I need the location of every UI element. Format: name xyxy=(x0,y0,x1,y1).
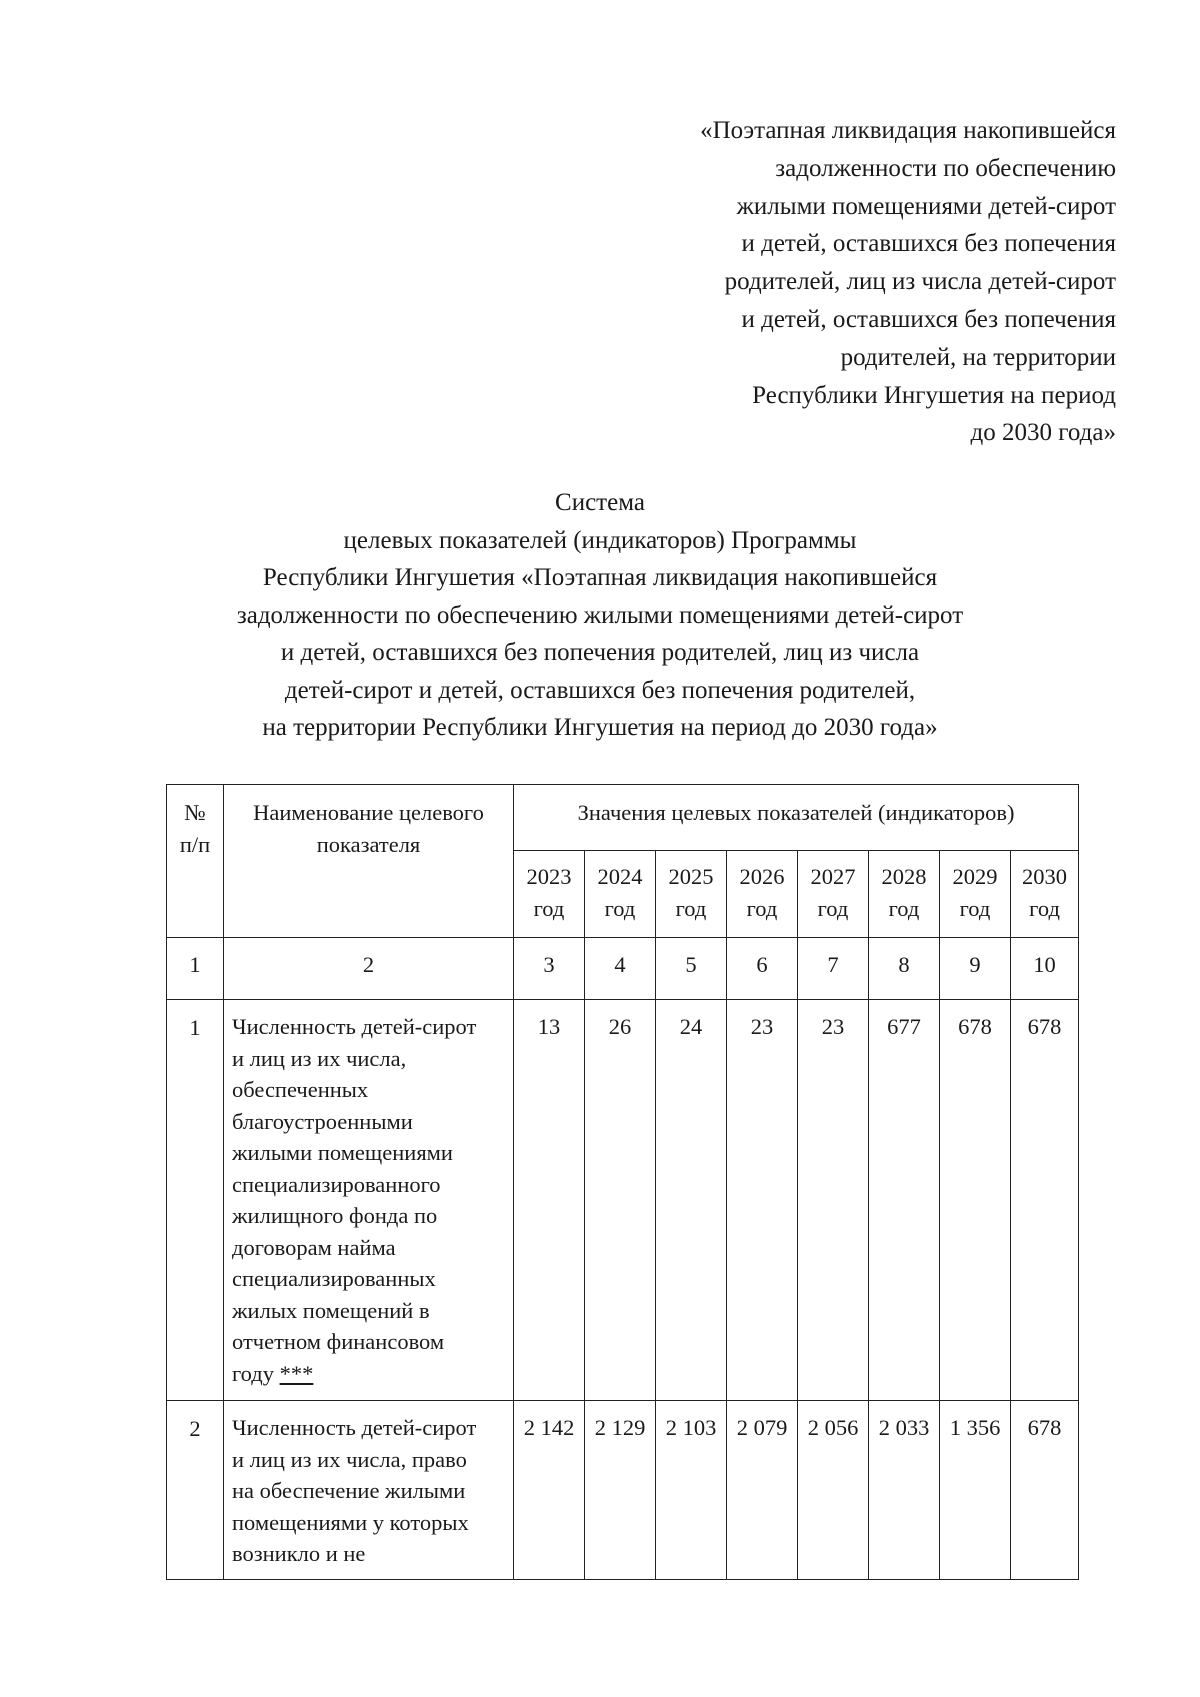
year-unit: год xyxy=(746,895,778,921)
indicator-value: 2 129 xyxy=(585,1401,656,1580)
epigraph-line: жилыми помещениями детей-сирот xyxy=(736,192,1116,220)
indicator-name-line: помещениями у которых xyxy=(232,1509,469,1535)
footnote-link[interactable]: *** xyxy=(279,1360,314,1386)
year-value: 2028 xyxy=(881,864,927,889)
program-title-epigraph xyxy=(596,112,1116,452)
heading-line: на территории Республики Ингушетия на период до 2030 года» xyxy=(262,714,938,741)
epigraph-line: Республики Ингушетия на период xyxy=(752,381,1116,409)
table-row xyxy=(167,1401,1079,1580)
year-unit: год xyxy=(817,895,849,921)
header-year xyxy=(869,851,940,938)
year-value: 2030 xyxy=(1022,864,1068,889)
indicator-value: 26 xyxy=(585,1000,656,1401)
column-index: 3 xyxy=(514,938,585,1000)
heading-line: целевых показателей (индикаторов) Программы xyxy=(343,526,857,554)
indicator-value: 2 142 xyxy=(514,1401,585,1580)
epigraph-line: и детей, оставшихся без попечения xyxy=(741,230,1116,258)
header-year xyxy=(798,851,869,938)
header-number-line: № xyxy=(184,800,206,825)
indicator-name-line: возникло и не xyxy=(232,1541,366,1566)
epigraph-line: и детей, оставшихся без попечения xyxy=(741,305,1116,333)
indicator-name-line: году xyxy=(232,1360,274,1386)
year-unit: год xyxy=(1029,895,1060,921)
column-index: 8 xyxy=(869,938,940,1000)
indicator-value: 678 xyxy=(940,1000,1011,1401)
indicator-value: 13 xyxy=(514,1000,585,1401)
heading-line: Республики Ингушетия «Поэтапная ликвидация накопившейся xyxy=(262,564,938,591)
header-number xyxy=(167,785,224,938)
epigraph-line: родителей, на территории xyxy=(840,343,1116,371)
header-number-line: п/п xyxy=(179,831,211,857)
header-indicator-name: Наименование целевого показателя xyxy=(224,785,514,938)
year-value: 2027 xyxy=(810,864,856,889)
column-index: 4 xyxy=(585,938,656,1000)
year-unit: год xyxy=(959,895,991,921)
column-index: 7 xyxy=(798,938,869,1000)
indicator-value: 2 056 xyxy=(798,1401,869,1580)
indicator-name-line: договорам найма xyxy=(232,1234,396,1260)
indicator-name-last-line xyxy=(232,1358,507,1390)
year-value: 2026 xyxy=(739,864,785,889)
indicator-value: 677 xyxy=(869,1000,940,1401)
table-header-row xyxy=(167,785,1079,851)
table-row xyxy=(167,1000,1079,1401)
header-year xyxy=(940,851,1011,938)
year-unit: год xyxy=(604,895,636,921)
indicator-name-line: благоустроенными xyxy=(232,1108,413,1134)
indicator-name-line: Численность детей-сирот xyxy=(232,1415,477,1440)
indicator-name-line: на обеспечение жилыми xyxy=(232,1478,466,1503)
indicator-value: 1 356 xyxy=(940,1401,1011,1580)
indicator-name xyxy=(224,1000,514,1401)
indicator-name-line: Численность детей-сирот xyxy=(232,1014,477,1039)
indicator-value: 2 103 xyxy=(656,1401,727,1580)
indicator-name-line: жилищного фонда по xyxy=(232,1203,438,1228)
indicator-value: 678 xyxy=(1011,1401,1079,1580)
year-value: 2025 xyxy=(668,864,714,889)
indicator-value: 23 xyxy=(727,1000,798,1401)
indicator-value: 2 079 xyxy=(727,1401,798,1580)
indicator-name-line: жилых помещений в xyxy=(232,1297,430,1323)
indicator-name-line: отчетном финансовом xyxy=(232,1329,445,1354)
header-values-group: Значения целевых показателей (индикаторов) xyxy=(514,785,1079,851)
indicator-name-line: и лиц из их числа, право xyxy=(232,1446,467,1472)
epigraph-line: задолженности по обеспечению xyxy=(775,154,1116,182)
header-year xyxy=(727,851,798,938)
indicators-table xyxy=(166,784,1079,1580)
indicator-name-line: специализированных xyxy=(232,1266,436,1291)
indicator-name xyxy=(224,1401,514,1580)
year-unit: год xyxy=(675,895,707,921)
table-index-row xyxy=(167,938,1079,1000)
header-year xyxy=(585,851,656,938)
row-number: 2 xyxy=(167,1401,224,1580)
epigraph-line: до 2030 года» xyxy=(970,419,1116,447)
column-index: 9 xyxy=(940,938,1011,1000)
year-unit: год xyxy=(533,895,565,921)
year-value: 2023 xyxy=(526,864,572,889)
indicator-value: 678 xyxy=(1011,1000,1079,1401)
year-unit: год xyxy=(888,895,920,921)
epigraph-line: родителей, лиц из числа детей-сирот xyxy=(724,268,1116,296)
row-number: 1 xyxy=(167,1000,224,1401)
document-heading xyxy=(150,484,1050,747)
column-index: 1 xyxy=(167,938,224,1000)
heading-line: Система xyxy=(555,489,645,516)
header-year xyxy=(1011,851,1079,938)
indicator-value: 23 xyxy=(798,1000,869,1401)
column-index: 6 xyxy=(727,938,798,1000)
indicator-value: 24 xyxy=(656,1000,727,1401)
indicator-name-line: специализированного xyxy=(232,1171,441,1197)
heading-line: детей-сирот и детей, оставшихся без попечения родителей, xyxy=(284,676,916,704)
indicator-value: 2 033 xyxy=(869,1401,940,1580)
indicator-name-line: и лиц из их числа, xyxy=(232,1045,407,1071)
heading-line: и детей, оставшихся без попечения родителей, лиц из числа xyxy=(280,639,920,666)
header-year xyxy=(656,851,727,938)
year-value: 2029 xyxy=(952,864,998,889)
column-index: 10 xyxy=(1011,938,1079,1000)
epigraph-line: «Поэтапная ликвидация накопившейся xyxy=(700,117,1116,144)
heading-line: задолженности по обеспечению жилыми помещениями детей-сирот xyxy=(236,601,964,629)
indicator-name-line: жилыми помещениями xyxy=(232,1140,453,1165)
column-index: 2 xyxy=(224,938,514,1000)
header-year xyxy=(514,851,585,938)
indicator-name-line: обеспеченных xyxy=(232,1077,369,1102)
year-value: 2024 xyxy=(597,864,643,889)
column-index: 5 xyxy=(656,938,727,1000)
